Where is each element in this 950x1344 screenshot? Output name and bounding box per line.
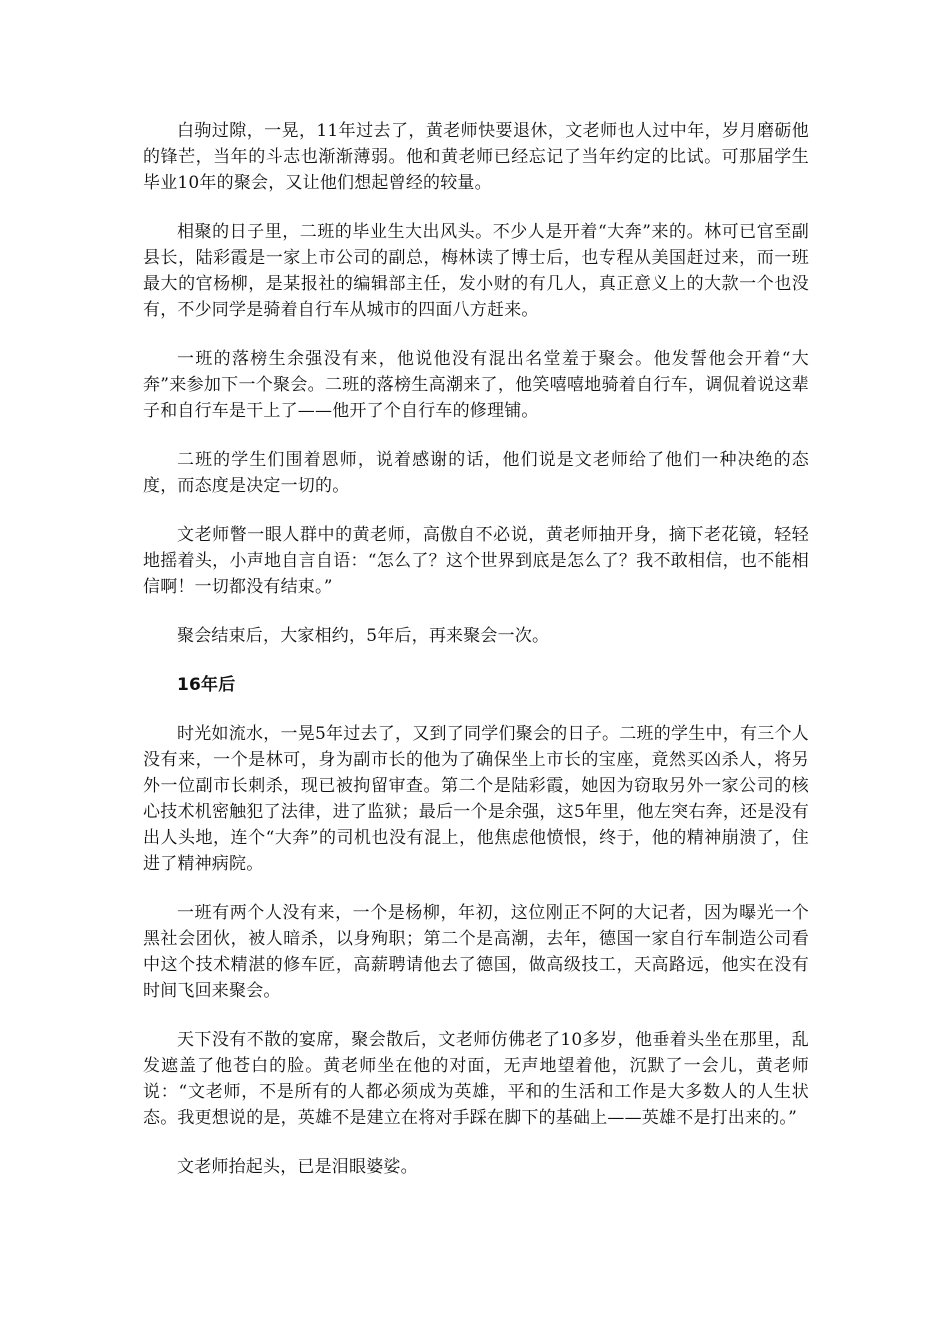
paragraph-1: 白驹过隙，一晃，11年过去了，黄老师快要退休，文老师也人过中年，岁月磨砺他的锋芒，当年的斗志也渐渐薄弱。他和黄老师已经忘记了当年约定的比试。可那届学生毕业10年的聚会，又让他们想起曾经的较量。 [143, 121, 809, 193]
paragraph-10: 文老师抬起头，已是泪眼婆娑。 [177, 1157, 418, 1177]
paragraph-9: 天下没有不散的宴席，聚会散后，文老师仿佛老了10多岁，他垂着头坐在那里，乱发遮盖了他苍白的脸。黄老师坐在他的对面，无声地望着他，沉默了一会儿，黄老师说：“文老师，不是所有的人都必须成为英雄，平和的生活和工作是大多数人的人生状态。我更想说的是，英雄不是建立在将对手踩在脚下的基础上——英雄不是打出来的。” [143, 1030, 809, 1128]
paragraph-2: 相聚的日子里，二班的毕业生大出风头。不少人是开着“大奔”来的。林可已官至副县长，陆彩霞是一家上市公司的副总，梅林读了博士后，也专程从美国赶过来，而一班最大的官杨柳，是某报社的编辑部主任，发小财的有几人，真正意义上的大款一个也没有，不少同学是骑着自行车从城市的四面八方赶来。 [143, 222, 809, 320]
section-heading: 16年后 [177, 675, 236, 695]
paragraph-5: 文老师瞥一眼人群中的黄老师，高傲自不必说，黄老师抽开身，摘下老花镜，轻轻地摇着头，小声地自言自语：“怎么了？这个世界到底是怎么了？我不敢相信，也不能相信啊！一切都没有结束。” [143, 525, 809, 597]
paragraph-3: 一班的落榜生余强没有来，他说他没有混出名堂羞于聚会。他发誓他会开着“大奔”来参加下一个聚会。二班的落榜生高潮来了，他笑嘻嘻地骑着自行车，调侃着说这辈子和自行车是干上了——他开了个自行车的修理铺。 [143, 349, 809, 421]
paragraph-8: 一班有两个人没有来，一个是杨柳，年初，这位刚正不阿的大记者，因为曝光一个黑社会团伙，被人暗杀，以身殉职；第二个是高潮，去年，德国一家自行车制造公司看中这个技术精湛的修车匠，高薪聘请他去了德国，做高级技工，天高路远，他实在没有时间飞回来聚会。 [143, 903, 809, 1001]
document-body [143, 118, 809, 1203]
paragraph-7: 时光如流水，一晃5年过去了，又到了同学们聚会的日子。二班的学生中，有三个人没有来，一个是林可，身为副市长的他为了确保坐上市长的宝座，竟然买凶杀人，将另外一位副市长刺杀，现已被拘留审查。第二个是陆彩霞，她因为窃取另外一家公司的核心技术机密触犯了法律，进了监狱；最后一个是余强，这5年里，他左突右奔，还是没有出人头地，连个“大奔”的司机也没有混上，他焦虑他愤恨，终于，他的精神崩溃了，住进了精神病院。 [143, 724, 809, 874]
paragraph-6: 聚会结束后，大家相约，5年后，再来聚会一次。 [177, 626, 550, 646]
paragraph-4: 二班的学生们围着恩师，说着感谢的话，他们说是文老师给了他们一种决绝的态度，而态度是决定一切的。 [143, 450, 809, 496]
